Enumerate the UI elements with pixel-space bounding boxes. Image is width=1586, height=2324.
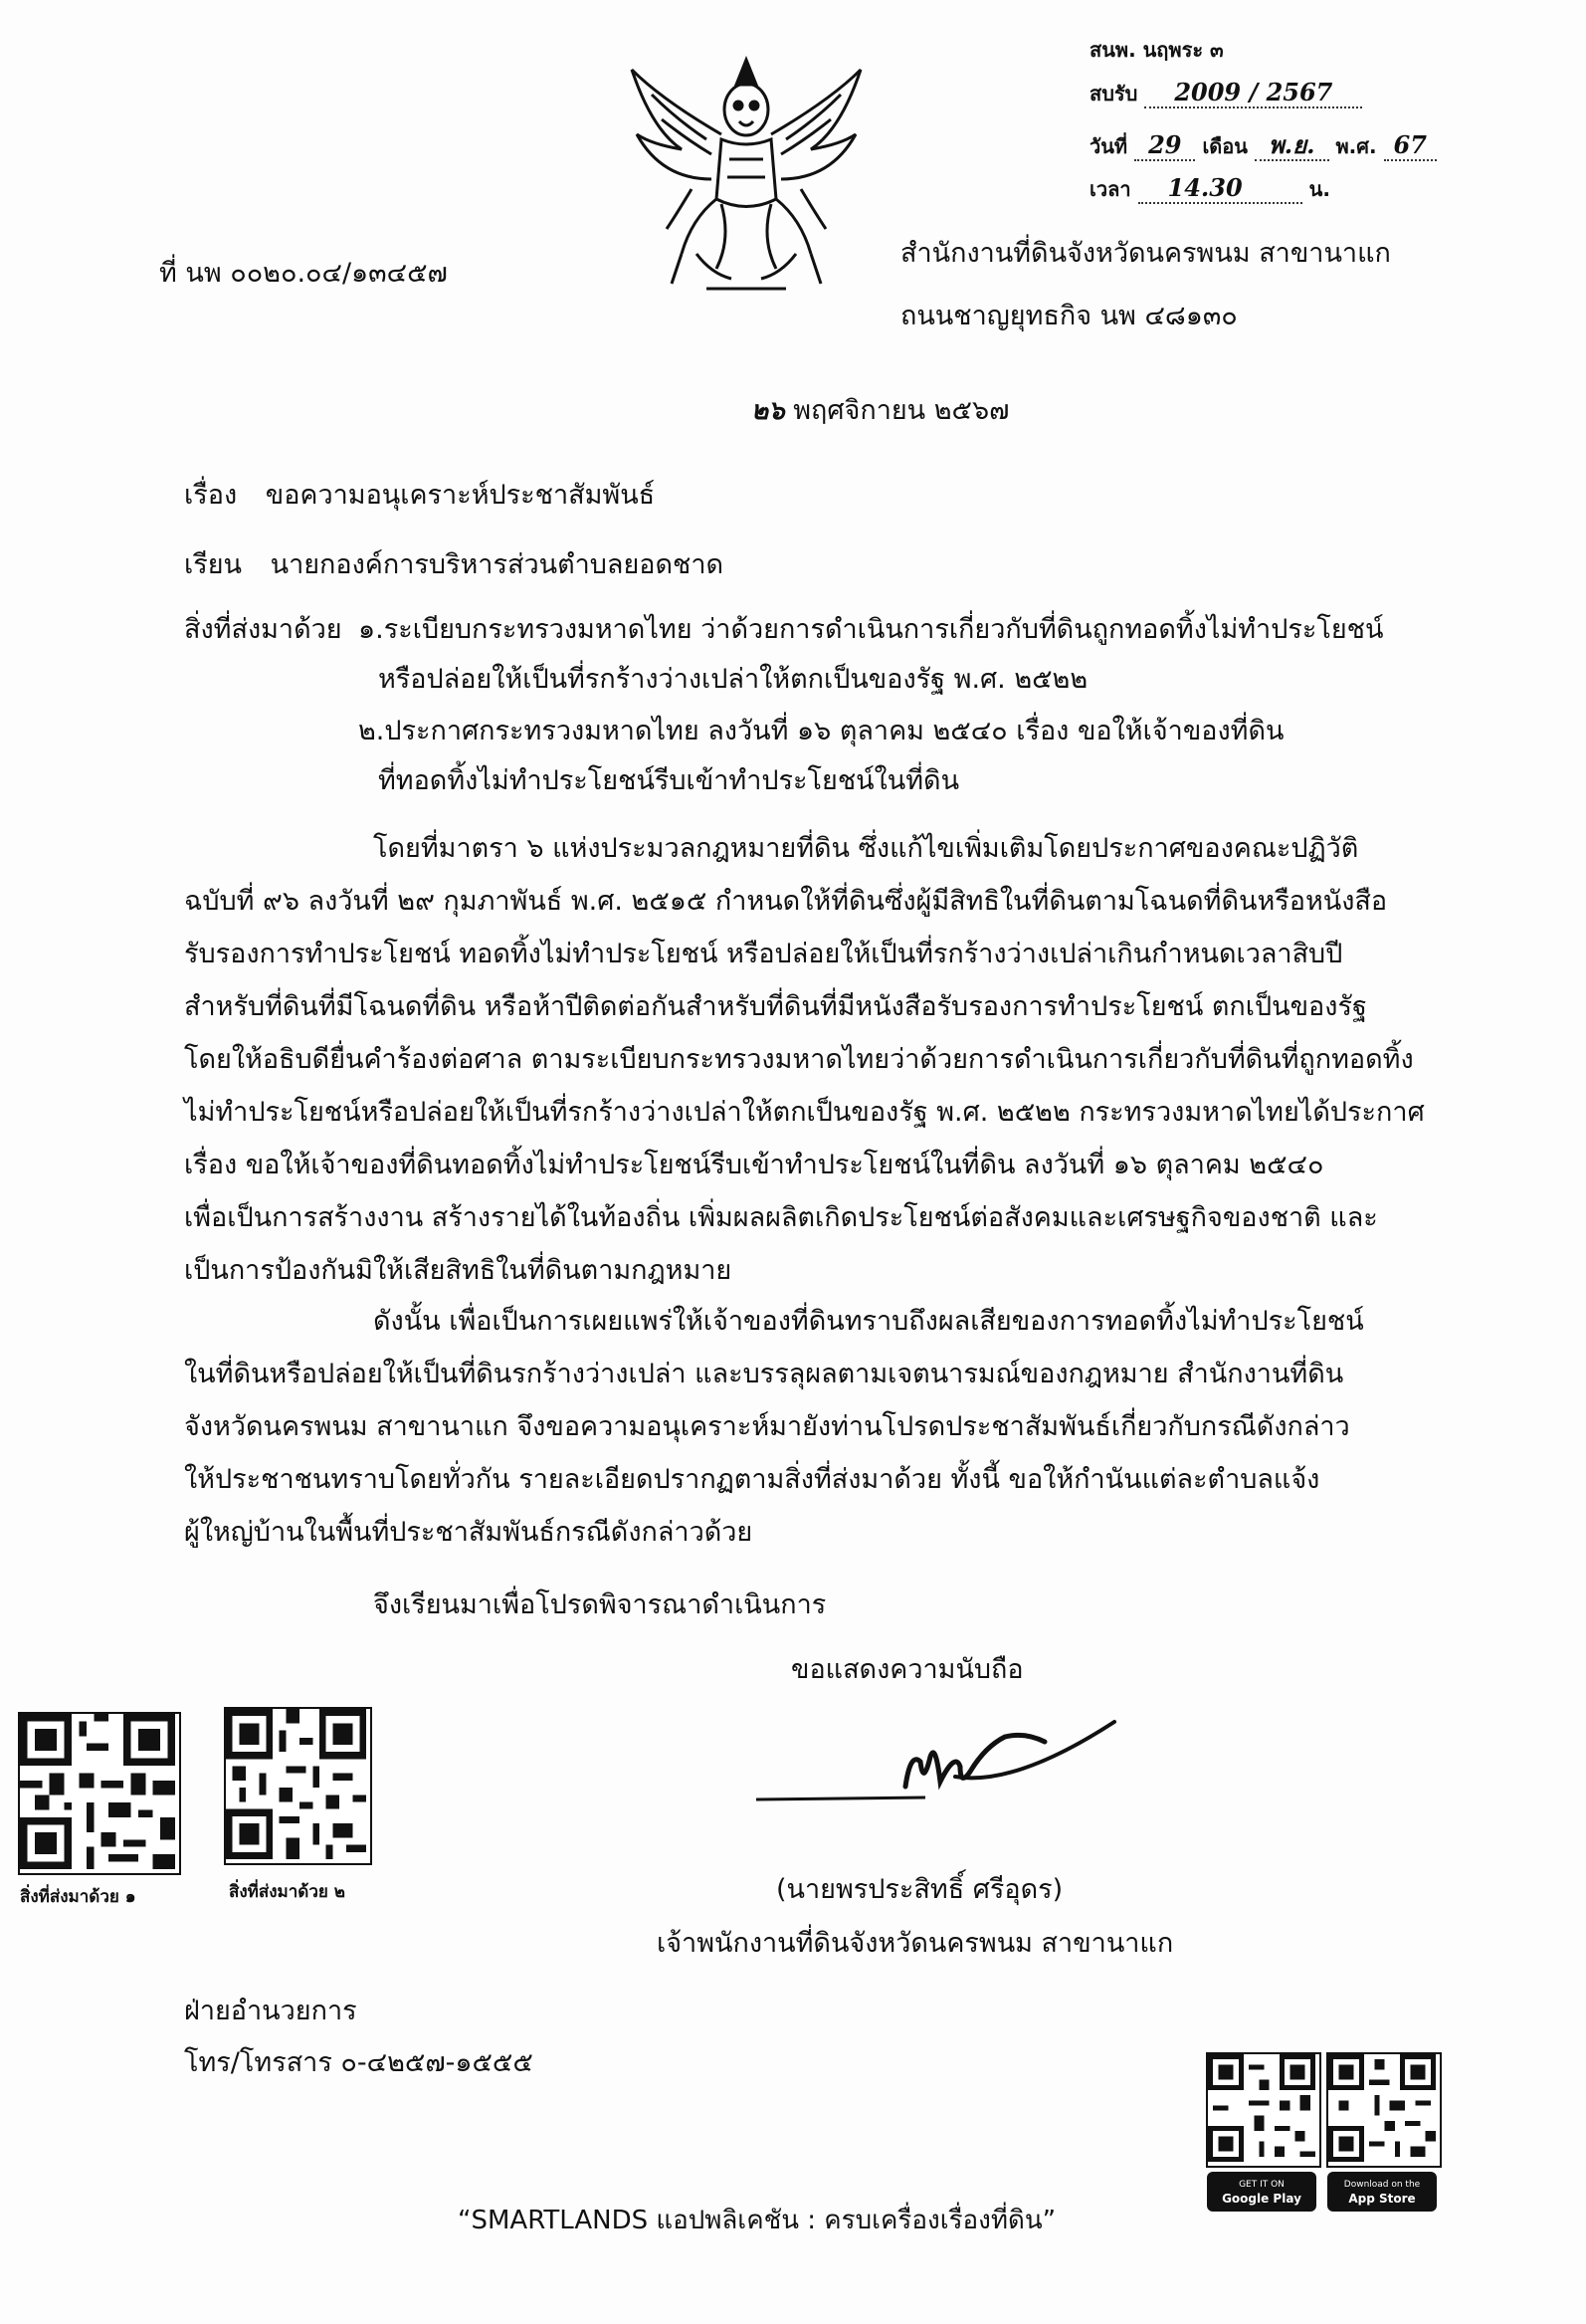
body-line: สำหรับที่ดินที่มีโฉนดที่ดิน หรือห้าปีติดต่อกันสำหรับที่ดินที่มีหนังสือรับรองการทำประโยชน์ ตกเป็นของรัฐ bbox=[184, 991, 1367, 1022]
app-store-line1: Download on the bbox=[1343, 2180, 1421, 2190]
body-line: เป็นการป้องกันมิให้เสียสิทธิในที่ดินตามกฎหมาย bbox=[184, 1255, 732, 1286]
body-line: ดังนั้น เพื่อเป็นการเผยแพร่ให้เจ้าของที่ดินทราบถึงผลเสียของการทอดทิ้งไม่ทำประโยชน์ bbox=[373, 1306, 1364, 1337]
google-play-line2: Google Play bbox=[1222, 2192, 1301, 2206]
qr-code-icon[interactable] bbox=[224, 1707, 372, 1865]
recipient-line bbox=[184, 542, 723, 588]
body-line: ไม่ทำประโยชน์หรือปล่อยให้เป็นที่รกร้างว่างเปล่าให้ตกเป็นของรัฐ พ.ศ. ๒๕๒๒ กระทรวงมหาดไทยได้ประกาศ bbox=[184, 1097, 1425, 1128]
enclosure-item: ๑.ระเบียบกระทรวงมหาดไทย ว่าด้วยการดำเนินการเกี่ยวกับที่ดินถูกทอดทิ้งไม่ทำประโยชน์ bbox=[358, 614, 1384, 645]
letter-date-day: ๒๖ bbox=[751, 396, 785, 426]
body-line: ให้ประชาชนทราบโดยทั่วกัน รายละเอียดปรากฏตามสิ่งที่ส่งมาด้วย ทั้งนี้ ขอให้กำนันแต่ละตำบลแจ้ง bbox=[184, 1464, 1320, 1495]
body-line: โดยให้อธิบดียื่นคำร้องต่อศาล ตามระเบียบกระทรวงมหาดไทยว่าด้วยการดำเนินการเกี่ยวกับที่ดินที่ถูกทอดทิ้ง bbox=[184, 1044, 1414, 1075]
letter-date bbox=[751, 388, 1009, 434]
recipient-label: เรียน bbox=[184, 549, 243, 580]
subject-line bbox=[184, 473, 655, 519]
stamp-month-value: พ.ย. bbox=[1255, 130, 1329, 161]
stamp-time-unit: น. bbox=[1308, 177, 1330, 201]
qr-code-icon[interactable] bbox=[1206, 2052, 1321, 2168]
stamp-received-label: สบรับ bbox=[1090, 82, 1138, 106]
subject-value: ขอความอนุเคราะห์ประชาสัมพันธ์ bbox=[265, 480, 656, 511]
body-line: จังหวัดนครพนม สาขานาแก จึงขอความอนุเคราะห์มายังท่านโปรดประชาสัมพันธ์เกี่ยวกับกรณีดังกล่าว bbox=[184, 1411, 1350, 1442]
office-name: สำนักงานที่ดินจังหวัดนครพนม สาขานาแก bbox=[900, 238, 1391, 269]
receipt-stamp bbox=[1090, 30, 1547, 219]
stamp-date-value: 29 bbox=[1134, 130, 1195, 161]
stamp-time-label: เวลา bbox=[1090, 177, 1131, 201]
stamp-year-label: พ.ศ. bbox=[1335, 134, 1377, 158]
qr-caption: สิ่งที่ส่งมาด้วย ๑ bbox=[20, 1887, 136, 1907]
recipient-value: นายกองค์การบริหารส่วนตำบลยอดชาด bbox=[270, 549, 724, 580]
qr-caption: สิ่งที่ส่งมาด้วย ๒ bbox=[229, 1882, 345, 1902]
stamp-year-value: 67 bbox=[1384, 130, 1437, 161]
qr-code-icon[interactable] bbox=[18, 1712, 181, 1875]
signer-name: (นายพรประสิทธิ์ ศรีอุดร) bbox=[776, 1874, 1064, 1905]
body-line: ผู้ใหญ่บ้านในพื้นที่ประชาสัมพันธ์กรณีดังกล่าวด้วย bbox=[184, 1517, 753, 1548]
phone-number: โทร/โทรสาร ๐-๔๒๕๗-๑๕๕๕ bbox=[184, 2047, 533, 2078]
department: ฝ่ายอำนวยการ bbox=[184, 1996, 357, 2026]
body-line: ในที่ดินหรือปล่อยให้เป็นที่ดินรกร้างว่างเปล่า และบรรลุผลตามเจตนารมณ์ของกฎหมาย สำนักงานที่ดิน bbox=[184, 1359, 1344, 1389]
stamp-received-no: 2009 / 2567 bbox=[1144, 78, 1362, 108]
enclosure-label: สิ่งที่ส่งมาด้วย bbox=[184, 614, 342, 645]
letter-date-rest: พฤศจิกายน ๒๕๖๗ bbox=[793, 395, 1010, 426]
signer-position: เจ้าพนักงานที่ดินจังหวัดนครพนม สาขานาแก bbox=[657, 1928, 1174, 1959]
body-line: รับรองการทำประโยชน์ ทอดทิ้งไม่ทำประโยชน์ หรือปล่อยให้เป็นที่รกร้างว่างเปล่าเกินกำหนดเวลาสิบปี bbox=[184, 939, 1343, 969]
body-paragraph-1 bbox=[184, 826, 1438, 1294]
handwritten-signature bbox=[756, 1692, 1134, 1811]
closing-salutation: ขอแสดงความนับถือ bbox=[791, 1654, 1024, 1685]
qr-code-icon[interactable] bbox=[1326, 2052, 1442, 2168]
enclosure-item: หรือปล่อยให้เป็นที่รกร้างว่างเปล่าให้ตกเป็นของรัฐ พ.ศ. ๒๕๒๒ bbox=[378, 664, 1089, 695]
body-line: โดยที่มาตรา ๖ แห่งประมวลกฎหมายที่ดิน ซึ่งแก้ไขเพิ่มเติมโดยประกาศของคณะปฏิวัติ bbox=[373, 833, 1359, 864]
enclosure-item: ๒.ประกาศกระทรวงมหาดไทย ลงวันที่ ๑๖ ตุลาคม ๒๕๔๐ เรื่อง ขอให้เจ้าของที่ดิน bbox=[358, 716, 1285, 746]
google-play-line1: GET IT ON bbox=[1239, 2180, 1285, 2190]
body-line: เพื่อเป็นการสร้างงาน สร้างรายได้ในท้องถิ่น เพิ่มผลผลิตเกิดประโยชน์ต่อสังคมและเศรษฐกิจของชาติ และ bbox=[184, 1202, 1378, 1233]
stamp-time-value: 14.30 bbox=[1138, 173, 1302, 204]
app-store-badge[interactable] bbox=[1327, 2172, 1437, 2212]
body-paragraph-2 bbox=[184, 1299, 1438, 1556]
google-play-badge[interactable] bbox=[1207, 2172, 1316, 2212]
closing-request: จึงเรียนมาเพื่อโปรดพิจารณาดำเนินการ bbox=[373, 1589, 827, 1620]
stamp-month-label: เดือน bbox=[1202, 134, 1248, 158]
body-line: เรื่อง ขอให้เจ้าของที่ดินทอดทิ้งไม่ทำประโยชน์รีบเข้าทำประโยชน์ในที่ดิน ลงวันที่ ๑๖ ตุลาคม ๒๕๔๐ bbox=[184, 1150, 1324, 1180]
app-store-line2: App Store bbox=[1348, 2192, 1416, 2206]
stamp-office: สนพ. นฤพระ ๓ bbox=[1090, 38, 1224, 62]
footer-slogan: “SMARTLANDS แอปพลิเคชัน : ครบเครื่องเรื่องที่ดิน” bbox=[458, 2206, 1057, 2235]
stamp-date-label: วันที่ bbox=[1090, 134, 1128, 158]
office-address: ถนนชาญยุทธกิจ นพ ๔๘๑๓๐ bbox=[900, 301, 1238, 331]
garuda-emblem-icon bbox=[622, 40, 871, 299]
subject-label: เรื่อง bbox=[184, 480, 238, 511]
enclosure-item: ที่ทอดทิ้งไม่ทำประโยชน์รีบเข้าทำประโยชน์ในที่ดิน bbox=[378, 765, 960, 796]
document-number: ที่ นพ ๐๐๒๐.๐๔/๑๓๔๕๗ bbox=[159, 258, 448, 289]
body-line: ฉบับที่ ๙๖ ลงวันที่ ๒๙ กุมภาพันธ์ พ.ศ. ๒๕๑๕ กำหนดให้ที่ดินซึ่งผู้มีสิทธิในที่ดินตามโฉนดที่ดินหรือหนังสือ bbox=[184, 886, 1388, 917]
